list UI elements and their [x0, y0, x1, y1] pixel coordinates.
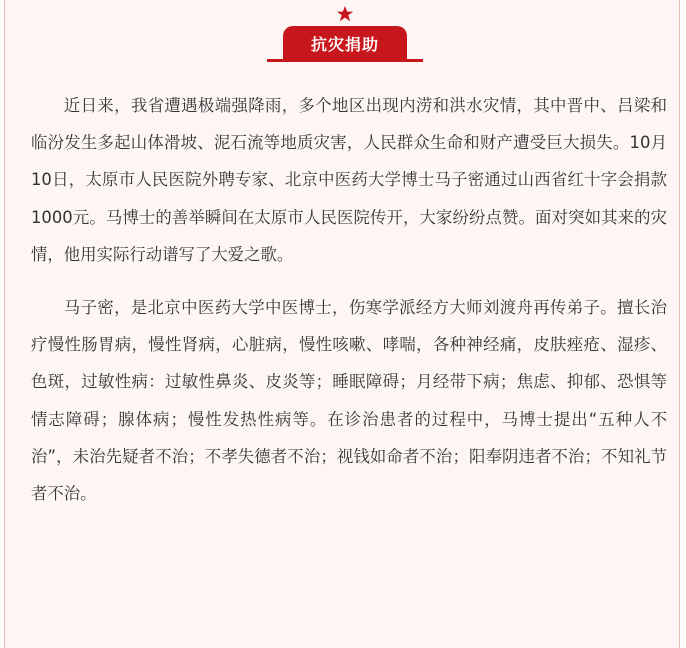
article-body — [31, 87, 667, 512]
star-icon — [336, 5, 354, 23]
article-paragraph-2: 马子密，是北京中医药大学中医博士，伤寒学派经方大师刘渡舟再传弟子。擅长治疗慢性肠胃病，慢性肾病，心脏病，慢性咳嗽、哮喘，各种神经痛，皮肤痤疮、湿疹、色斑，过敏性病：过敏性鼻炎、皮炎等；睡眠障碍；月经带下病；焦虑、抑郁、恐惧等情志障碍；腺体病；慢性发热性病等。在诊治患者的过程中，马博士提出“五种人不治”，未治先疑者不治；不孝失德者不治；视钱如命者不治；阳奉阴违者不治；不知礼节者不治。 — [31, 298, 667, 504]
article-paragraph-1: 近日来，我省遭遇极端强降雨，多个地区出现内涝和洪水灾情，其中晋中、吕梁和临汾发生多起山体滑坡、泥石流等地质灾害，人民群众生命和财产遭受巨大损失。10月10日，太原市人民医院外聘专家、北京中医药大学博士马子密通过山西省红十字会捐款1000元。马博士的善举瞬间在太原市人民医院传开，大家纷纷点赞。面对突如其来的灾情，他用实际行动谱写了大爱之歌。 — [31, 96, 667, 264]
article-frame — [4, 0, 680, 648]
section-header-banner: 抗灾捐助 — [283, 26, 407, 60]
